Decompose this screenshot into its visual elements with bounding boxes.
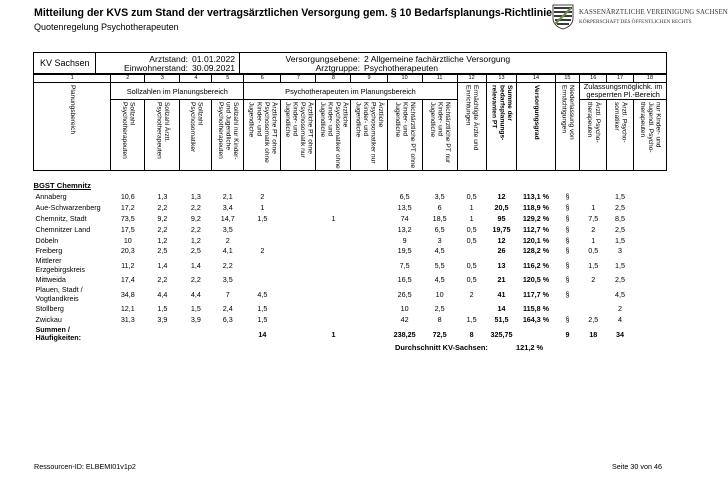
table-row: [34, 235, 667, 246]
cell-c14: 112,7 %: [523, 224, 549, 234]
cell-c13: 51,5: [494, 315, 509, 325]
cell-c13: 12: [497, 191, 506, 201]
report-header: [33, 52, 667, 74]
cell-c15: [555, 303, 580, 314]
summary-c11: 72,5: [432, 329, 447, 339]
cell-c11: 6: [437, 202, 442, 212]
cell-c11: 3: [437, 235, 442, 245]
section-title: BGST Chemnitz: [33, 181, 91, 190]
cell-c10: 13,2: [397, 224, 412, 234]
cell-c15: §: [565, 289, 570, 299]
cell-c4: 2,5: [190, 246, 201, 256]
cell-c12: 2: [469, 289, 474, 299]
cell-c11: 18,5: [432, 213, 447, 223]
cell-c14: 118,9 %: [523, 202, 549, 212]
col-num: 14: [517, 75, 555, 83]
table-row: [34, 274, 667, 285]
cell-c15: §: [565, 235, 570, 245]
cell-c2: 17,4: [120, 275, 135, 285]
header-c10: Nichtärztliche PT ohne Kinder- und Jugendliche: [387, 100, 422, 171]
cell-c3: 2,2: [157, 224, 168, 234]
page-subtitle: Quotenregelung Psychotherapeuten: [34, 22, 179, 32]
cell-c14: 129,2 %: [522, 213, 550, 223]
logo-line2: KÖRPERSCHAFT DES ÖFFENTLICHEN RECHTS: [579, 19, 692, 25]
cell-c12: [457, 303, 486, 314]
cell-c8: [316, 285, 351, 303]
cell-c16: [580, 191, 607, 202]
cell-c18: [633, 256, 666, 274]
cell-c2: 34,8: [120, 289, 135, 299]
cell-c12: 0,5: [466, 191, 477, 201]
cell-c11: 3,5: [434, 191, 445, 201]
arztstand-value: 01.01.2022: [192, 54, 236, 64]
page-title: Mitteilung der KVS zum Stand der vertragsärztlichen Versorgung gem. § 10 Bedarfsplanungs-Richtlinie: [34, 7, 553, 19]
cell-c13: 41: [497, 289, 506, 299]
cell-c15: §: [565, 213, 570, 223]
cell-c5: 3,5: [222, 224, 233, 234]
summary-c10: 238,25: [393, 329, 416, 339]
arztgruppe-label: Arztgruppe:: [315, 63, 360, 73]
cell-c18: [633, 303, 666, 314]
cell-c18: [633, 202, 666, 213]
cell-c10: 13,5: [397, 202, 412, 212]
header-c2: Sollzahl Psychotherapeuten: [111, 100, 145, 171]
cell-c15: §: [565, 224, 570, 234]
cell-c15: §: [565, 191, 570, 201]
cell-c11: 8: [437, 315, 442, 325]
region-label: KV Sachsen: [40, 58, 90, 68]
cell-c16: 1: [591, 235, 596, 245]
col-num: 3: [145, 75, 180, 83]
header-c12: Ermächtigte Ärzte und Einrichtungen: [457, 83, 486, 171]
cell-c14: 116,2 %: [523, 260, 549, 270]
col-num: 4: [180, 75, 212, 83]
average-value: 121,2 %: [516, 343, 544, 352]
einwohnerstand-value: 30.09.2021: [192, 63, 236, 73]
col-num: 2: [111, 75, 145, 83]
cell-c7: [281, 202, 316, 213]
cell-c4: 2,2: [190, 202, 201, 212]
cell-c14: 120,5 %: [522, 275, 550, 285]
cell-c3: 1,3: [157, 191, 168, 201]
cell-c16: 2: [591, 224, 596, 234]
cell-c12: 1: [469, 202, 474, 212]
cell-c16: 1,5: [588, 260, 599, 270]
cell-c10: 10: [400, 304, 409, 314]
cell-c7: [281, 245, 316, 256]
header-c5: Sollzahl nur Kinder- und Jugendliche Psychotherapeuten: [212, 100, 244, 171]
cell-c17: 1,5: [615, 235, 625, 245]
cell-c18: [633, 285, 666, 303]
planungsbereich-cell: Annaberg: [35, 191, 67, 201]
cell-c9: [351, 213, 387, 224]
cell-c5: 2,1: [222, 191, 233, 201]
cell-c3: 1,5: [157, 304, 168, 314]
arztstand-label: Arztstand:: [149, 54, 188, 64]
cell-c6: 1,5: [257, 315, 268, 325]
cell-c6: [244, 224, 281, 235]
cell-c5: 14,7: [220, 213, 235, 223]
cell-c2: 17,5: [120, 224, 135, 234]
summary-c16: 18: [589, 329, 598, 339]
table-row: [34, 191, 667, 202]
cell-c5: 2,2: [222, 260, 233, 270]
cell-c7: [281, 213, 316, 224]
planungsbereich-cell: Mittlerer Erzgebirgskreis: [35, 256, 86, 275]
cell-c17: 2,5: [615, 202, 625, 212]
planungsbereich-cell: Döbeln: [35, 235, 59, 245]
cell-c4: 9,2: [190, 213, 201, 223]
cell-c9: [351, 235, 387, 246]
cell-c18: [633, 213, 666, 224]
cell-c13: 21: [497, 275, 506, 285]
cell-c13: 19,75: [492, 224, 511, 234]
cell-c9: [351, 256, 387, 274]
cell-c18: [633, 314, 666, 325]
table-row: [34, 303, 667, 314]
planungsbereich-cell: Plauen, Stadt / Vogtlandkreis: [35, 285, 83, 304]
col-num: 8: [316, 75, 351, 83]
cell-c10: 26,5: [397, 289, 412, 299]
cell-c12: [457, 245, 486, 256]
cell-c4: 1,3: [190, 191, 201, 201]
cell-c13: 14: [497, 304, 506, 314]
cell-c14: 164,3 %: [522, 315, 550, 325]
header-c14: Versorgungsgrad: [517, 83, 555, 171]
cell-c10: 9: [402, 235, 407, 245]
supply-table: [33, 74, 667, 343]
col-num: 17: [607, 75, 634, 83]
col-num: 9: [351, 75, 387, 83]
cell-c18: [633, 224, 666, 235]
cell-c6: [244, 274, 281, 285]
resource-id: Ressourcen-ID: ELBEMI01v1p2: [34, 462, 136, 471]
summary-label: Summen / Häufigkeiten:: [35, 325, 82, 343]
cell-c9: [351, 274, 387, 285]
cell-c4: 3,9: [190, 315, 201, 325]
cell-c3: 9,2: [157, 213, 168, 223]
cell-c13: 95: [497, 213, 506, 223]
kvs-logo: [552, 4, 728, 32]
coat-of-arms-icon: [552, 4, 574, 30]
header-c6: Ärztliche PT ohne Psychosomatik ohne Kinder- und Jugendliche: [244, 100, 281, 171]
cell-c18: [633, 191, 666, 202]
cell-c5: 4,1: [222, 246, 233, 256]
planungsbereich-cell: Zwickau: [35, 315, 62, 325]
cell-c11: 6,5: [434, 224, 445, 234]
cell-c8: [316, 191, 351, 202]
cell-c17: 4,5: [615, 289, 625, 299]
group-zul: Zulassungsmöglichk. im gesperrten Pl.-Bereich: [580, 83, 667, 100]
cell-c4: 4,4: [190, 289, 201, 299]
cell-c17: 1,5: [615, 191, 625, 201]
header-c11: Nichtärztliche PT nur Kinder- und Jugendliche: [422, 100, 457, 171]
cell-c2: 73,5: [120, 213, 135, 223]
group-soll: Sollzahlen im Planungsbereich: [111, 83, 244, 100]
cell-c16: 0,5: [588, 246, 599, 256]
cell-c10: 74: [400, 213, 409, 223]
planungsbereich-cell: Freiberg: [35, 246, 63, 256]
cell-c6: 2: [260, 246, 265, 256]
col-num: 15: [555, 75, 580, 83]
cell-c16: 2: [591, 275, 596, 285]
cell-c15: §: [565, 275, 570, 285]
group-psych: Psychotherapeuten im Planungsbereich: [244, 83, 457, 100]
header-c18: nur Kinder- und Jugendl. Psycho-therapeuten: [633, 100, 666, 171]
cell-c7: [281, 191, 316, 202]
cell-c17: 4: [618, 315, 622, 325]
cell-c18: [633, 274, 666, 285]
cell-c9: [351, 245, 387, 256]
einwohnerstand-label: Einwohnerstand:: [123, 63, 188, 73]
planungsbereich-cell: Chemnitzer Land: [35, 224, 91, 234]
cell-c8: 1: [331, 213, 336, 223]
arztgruppe-value: Psychotherapeuten: [364, 63, 439, 73]
header-c13: Summe der bedarfsplanungs-relevanten PT: [486, 83, 517, 171]
col-num: 7: [281, 75, 316, 83]
cell-c8: [316, 235, 351, 246]
header-c16: Ärztl. Psycho-therapeuten: [580, 100, 607, 171]
header-c15: Niederlassung von Ermächtigungen: [555, 83, 580, 171]
cell-c5: 2: [225, 235, 230, 245]
cell-c3: 2,2: [157, 275, 168, 285]
cell-c6: [244, 235, 281, 246]
cell-c6: 1,5: [257, 213, 268, 223]
cell-c6: 1: [260, 202, 265, 212]
cell-c16: 7,5: [588, 213, 599, 223]
planungsbereich-cell: Aue-Schwarzenberg: [35, 202, 101, 212]
cell-c18: [633, 235, 666, 246]
col-num: 11: [422, 75, 457, 83]
cell-c10: 16,5: [397, 275, 412, 285]
planungsbereich-cell: Stollberg: [35, 304, 64, 314]
cell-c17: 3: [618, 246, 622, 256]
cell-c10: 42: [400, 315, 409, 325]
header-c9: Ärztliche Psychosomatiker nur Kinder- und Jugendliche: [351, 100, 387, 171]
cell-c13: 20,5: [494, 202, 509, 212]
summary-c13: 325,75: [490, 329, 513, 339]
cell-c6: 4,5: [257, 289, 268, 299]
table-row: [34, 314, 667, 325]
cell-c6: 2: [260, 191, 265, 201]
cell-c15: §: [565, 315, 570, 325]
cell-c8: [316, 245, 351, 256]
cell-c6: 1,5: [257, 304, 268, 314]
cell-c5: 2,4: [222, 304, 233, 314]
average-label: Durchschnitt KV-Sachsen:: [395, 343, 488, 352]
cell-c4: 2,2: [190, 275, 201, 285]
planungsbereich-cell: Mittweida: [35, 275, 66, 285]
cell-c15: §: [565, 202, 570, 212]
header-c3: Sollzahl Ärztl. Psychotherapeuten: [145, 100, 180, 171]
cell-c13: 12: [497, 235, 506, 245]
cell-c7: [281, 285, 316, 303]
cell-c17: 2,5: [615, 275, 625, 285]
cell-c14: 117,7 %: [523, 289, 549, 299]
table-body: [34, 191, 667, 325]
table-row: [34, 202, 667, 213]
cell-c5: 3,5: [222, 275, 233, 285]
header-c4: Sollzahl Psychosomatiker: [180, 100, 212, 171]
cell-c3: 2,5: [157, 246, 168, 256]
header-c17: Ärztl. Psycho-somatiker: [607, 100, 634, 171]
col-num: 12: [457, 75, 486, 83]
table-row: [34, 285, 667, 303]
cell-c15: §: [565, 246, 570, 256]
cell-c10: 7,5: [399, 260, 410, 270]
cell-c15: §: [565, 260, 570, 270]
cell-c8: [316, 303, 351, 314]
col-num: 1: [34, 75, 111, 83]
cell-c8: [316, 314, 351, 325]
cell-c5: 3,4: [222, 202, 233, 212]
cell-c12: 1: [469, 213, 474, 223]
cell-c7: [281, 314, 316, 325]
cell-c2: 11,2: [121, 260, 135, 270]
cell-c18: [633, 245, 666, 256]
cell-c7: [281, 274, 316, 285]
cell-c14: 115,8 %: [523, 304, 549, 314]
cell-c12: 0,5: [466, 260, 477, 270]
table-row: [34, 245, 667, 256]
cell-c17: 2: [618, 304, 622, 314]
cell-c7: [281, 224, 316, 235]
planungsbereich-cell: Chemnitz, Stadt: [35, 213, 87, 223]
header-c7: Ärztliche PT ohne Psychosomatik nur Kinder- und Jugendliche: [281, 100, 316, 171]
col-num: 16: [580, 75, 607, 83]
cell-c2: 20,3: [120, 246, 135, 256]
col-num: 6: [244, 75, 281, 83]
cell-c3: 1,2: [157, 235, 168, 245]
cell-c4: 2,2: [190, 224, 201, 234]
cell-c7: [281, 303, 316, 314]
cell-c9: [351, 314, 387, 325]
cell-c5: 7: [225, 289, 230, 299]
cell-c7: [281, 235, 316, 246]
cell-c4: 1,4: [190, 260, 201, 270]
cell-c4: 1,5: [190, 304, 201, 314]
group-header-row: [34, 83, 667, 100]
versorgungsebene-label: Versorgungsebene:: [285, 54, 360, 64]
summary-c8: 1: [331, 329, 336, 339]
cell-c17: 8,5: [615, 213, 625, 223]
cell-c13: 26: [497, 246, 506, 256]
cell-c3: 3,9: [157, 315, 168, 325]
cell-c8: [316, 274, 351, 285]
summary-c15: 9: [565, 329, 570, 339]
column-number-row: [34, 75, 667, 83]
cell-c2: 17,2: [120, 202, 135, 212]
summary-row: [34, 325, 667, 343]
cell-c8: [316, 256, 351, 274]
versorgungsebene-value: 2 Allgemeine fachärztliche Versorgung: [364, 54, 511, 64]
summary-c17: 34: [616, 329, 624, 339]
col-num: 13: [486, 75, 517, 83]
cell-c12: 0,5: [466, 224, 477, 234]
col-num: 18: [633, 75, 666, 83]
cell-c6: [244, 256, 281, 274]
cell-c10: 19,5: [397, 246, 412, 256]
table-row: [34, 256, 667, 274]
col-num: 5: [212, 75, 244, 83]
cell-c16: 1: [591, 202, 596, 212]
table-row: [34, 213, 667, 224]
cell-c8: [316, 202, 351, 213]
cell-c3: 1,4: [157, 260, 168, 270]
cell-c9: [351, 191, 387, 202]
cell-c4: 1,2: [190, 235, 201, 245]
logo-line1: KASSENÄRZTLICHE VEREINIGUNG SACHSEN: [579, 9, 728, 16]
cell-c5: 6,3: [222, 315, 233, 325]
header-c8: Ärztliche Psychosomatiker ohne Kinder- und Jugendliche: [316, 100, 351, 171]
table-row: [34, 224, 667, 235]
cell-c9: [351, 224, 387, 235]
cell-c12: 1,5: [466, 315, 477, 325]
col-num: 10: [387, 75, 422, 83]
cell-c14: 120,1 %: [522, 235, 550, 245]
cell-c11: 10: [435, 289, 444, 299]
cell-c14: 113,1 %: [523, 191, 549, 201]
cell-c11: 4,5: [434, 275, 445, 285]
cell-c12: 0,5: [466, 275, 477, 285]
cell-c17: 2,5: [615, 224, 625, 234]
cell-c10: 6,5: [399, 191, 410, 201]
cell-c8: [316, 224, 351, 235]
header-planungsbereich: Planungsbereich: [34, 83, 111, 171]
cell-c2: 31,3: [120, 315, 135, 325]
cell-c3: 4,4: [157, 289, 168, 299]
cell-c16: [580, 285, 607, 303]
cell-c7: [281, 256, 316, 274]
cell-c11: 5,5: [434, 260, 445, 270]
summary-c12: 8: [469, 329, 474, 339]
cell-c11: 2,5: [434, 304, 445, 314]
cell-c3: 2,2: [157, 202, 168, 212]
page-number: Seite 30 von 46: [612, 462, 662, 471]
cell-c17: 1,5: [615, 260, 625, 270]
cell-c9: [351, 202, 387, 213]
cell-c16: 2,5: [588, 315, 599, 325]
cell-c2: 12,1: [120, 304, 135, 314]
cell-c2: 10,6: [120, 191, 135, 201]
cell-c16: [580, 303, 607, 314]
section-row: [34, 180, 667, 191]
cell-c14: 128,2 %: [522, 246, 550, 256]
cell-c2: 10: [123, 235, 132, 245]
cell-c12: 0,5: [466, 235, 477, 245]
cell-c11: 4,5: [434, 246, 445, 256]
cell-c9: [351, 285, 387, 303]
cell-c13: 13: [497, 260, 506, 270]
cell-c9: [351, 303, 387, 314]
summary-c6: 14: [258, 329, 267, 339]
